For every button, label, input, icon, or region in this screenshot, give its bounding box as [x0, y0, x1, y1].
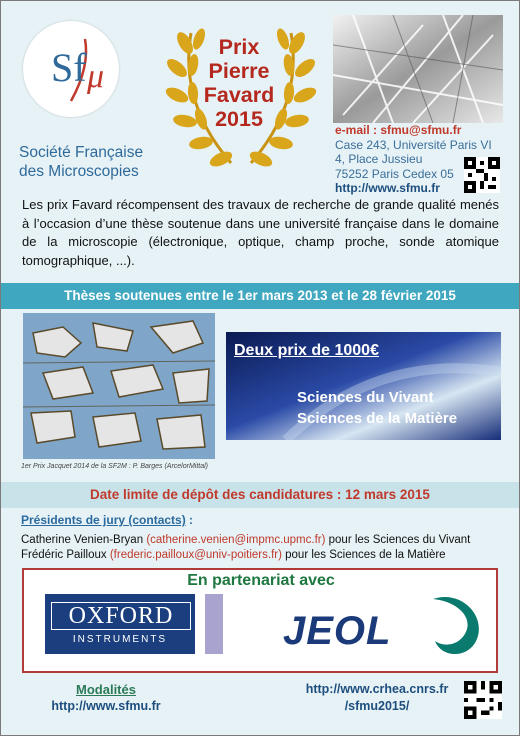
- prize-title-line1: Prix: [218, 35, 260, 59]
- contact-website[interactable]: http://www.sfmu.fr: [335, 181, 440, 195]
- modalites-link[interactable]: Modalités: [76, 682, 136, 697]
- logo-sf: Sf: [51, 45, 87, 90]
- jeol-swoosh-icon: [423, 593, 487, 659]
- micrograph-image: [23, 313, 215, 459]
- prizes-categories: [297, 387, 457, 429]
- instruments-wordmark: INSTRUMENTS: [72, 634, 168, 645]
- contact-address-line1: Case 243, Université Paris VI: [335, 137, 492, 152]
- oxford-wordmark: OXFORD: [51, 602, 191, 630]
- contact-address-line3: 75252 Paris Cedex 05: [335, 166, 454, 181]
- jury-email[interactable]: (frederic.pailloux@univ-poitiers.fr): [109, 549, 282, 561]
- deadline-banner: Date limite de dépôt des candidatures : 12 mars 2015: [1, 482, 519, 508]
- prizes-amount-title: Deux prix de 1000€: [234, 342, 379, 359]
- prize-title-line2: Pierre: [208, 59, 270, 83]
- modalites-block: [31, 681, 181, 715]
- image-caption: 1er Prix Jacquet 2014 de la SF2M : P. Barges (ArcelorMittal): [21, 463, 209, 470]
- crhea-url-line1[interactable]: http://www.crhea.cnrs.fr: [305, 682, 449, 696]
- microscopy-image-top: [333, 15, 503, 123]
- sfmu-logo: [23, 21, 119, 117]
- oxford-instruments-logo[interactable]: [45, 594, 195, 654]
- jeol-logo[interactable]: [283, 591, 483, 661]
- jury-name: Catherine Venien-Bryan: [21, 534, 147, 546]
- qr-code-icon[interactable]: [464, 157, 500, 193]
- society-name-line1: Société Française: [19, 144, 144, 161]
- intro-paragraph: Les prix Favard récompensent des travaux de recherche de grande qualité menés à l’occasion d’une thèse soutenue dans une université française dans le domaine de la microscopie (électronique, optique, champ proche, sonde atomique tomographique, ...).: [22, 197, 499, 268]
- jury-heading: [21, 513, 193, 527]
- jury-email[interactable]: (catherine.venien@impmc.upmc.fr): [146, 534, 326, 546]
- jeol-wordmark: JEOL: [283, 609, 392, 653]
- jury-heading-label[interactable]: Présidents de jury (contacts): [21, 513, 186, 527]
- prize-material-sciences: Sciences de la Matière: [297, 410, 458, 427]
- jury-field: pour les Sciences du Vivant: [325, 534, 471, 546]
- qr-code-icon[interactable]: [464, 681, 502, 719]
- contact-address-line2: 4, Place Jussieu: [335, 152, 423, 166]
- crhea-url-line2[interactable]: /sfmu2015/: [344, 699, 410, 713]
- jury-field: pour les Sciences de la Matière: [281, 549, 446, 561]
- modalites-url[interactable]: http://www.sfmu.fr: [51, 699, 161, 713]
- oxford-accent-bar: [205, 594, 223, 654]
- logo-mu: μ: [87, 58, 105, 95]
- partners-title: En partenariat avec: [187, 572, 335, 589]
- prize-title-line4: 2015: [215, 107, 263, 131]
- crhea-block: [297, 681, 457, 715]
- jury-name: Frédéric Pailloux: [21, 549, 110, 561]
- theses-period-banner: Thèses soutenues entre le 1er mars 2013 et le 28 février 2015: [1, 283, 519, 309]
- sfmu-logo-mark: [23, 21, 119, 117]
- jury-row: [21, 549, 446, 561]
- prize-life-sciences: Sciences du Vivant: [297, 389, 434, 406]
- prize-title-line3: Favard: [203, 83, 275, 107]
- society-name-line2: des Microscopies: [19, 163, 139, 180]
- jury-row: [21, 534, 470, 546]
- jury-heading-suffix: :: [185, 513, 194, 527]
- contact-email[interactable]: e-mail : sfmu@sfmu.fr: [335, 123, 462, 137]
